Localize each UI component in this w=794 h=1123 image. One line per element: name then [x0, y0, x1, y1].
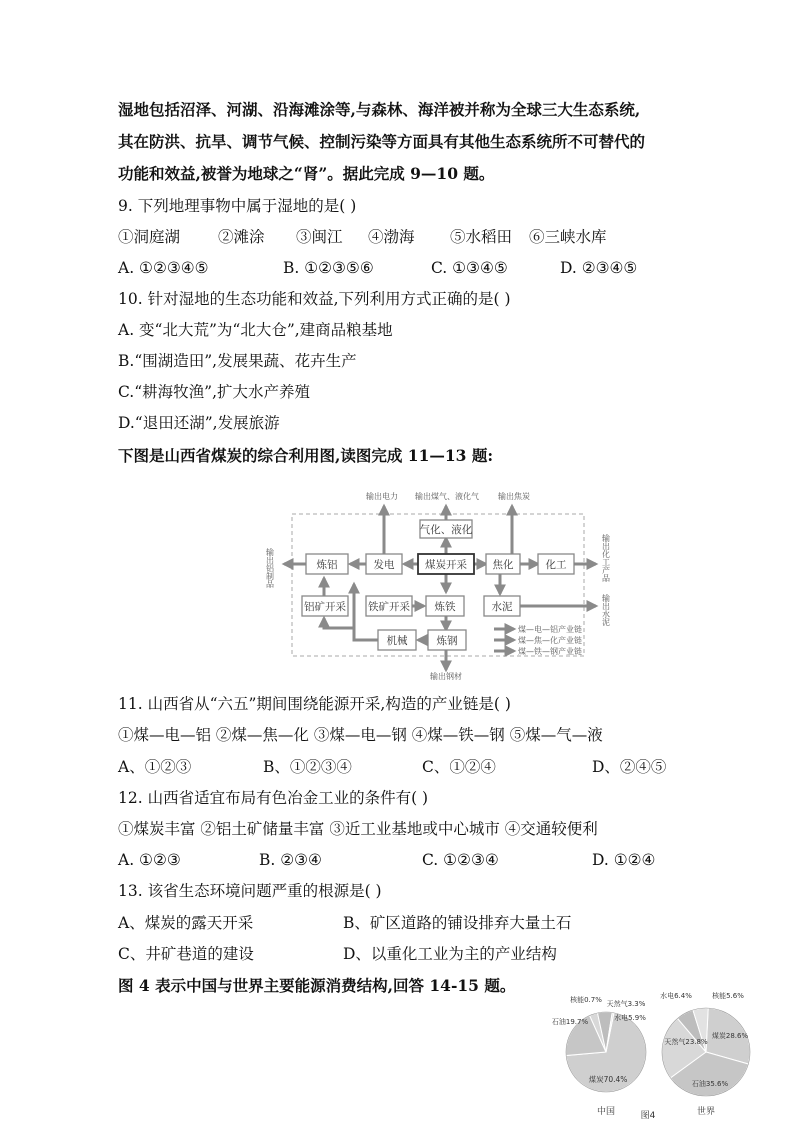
q11-stem: 11. 山西省从“六五”期间围绕能源开采,构造的产业链是( ): [118, 695, 511, 713]
q12-items: ①煤炭丰富 ②铝土矿储量丰富 ③近工业基地或中心城市 ④交通较便利: [118, 820, 598, 838]
section-3-heading: 图 4 表示中国与世界主要能源消费结构,回答 14-15 题。: [118, 976, 516, 995]
pie-label-核能: 核能0.7%: [570, 996, 602, 1004]
q13-option-d: D、以重化工业为主的产业结构: [343, 945, 557, 963]
q13-option-a: A、煤炭的露天开采: [118, 914, 254, 932]
svg-text:炼铁: 炼铁: [434, 601, 456, 613]
arrow-machine-back: [354, 628, 378, 640]
box-power: [366, 554, 402, 574]
svg-text:铁矿开采: 铁矿开采: [368, 601, 410, 613]
q9-item-2: ②滩涂: [218, 228, 265, 246]
pie-label-天然气: 天然气23.8%: [664, 1038, 708, 1046]
box-machine: [378, 630, 416, 650]
pie-label-水电: 水电6.4%: [660, 992, 692, 1000]
svg-text:气化、液化: 气化、液化: [419, 524, 473, 536]
box-ironmine: [366, 596, 412, 616]
q12-option-c: C. ①②③④: [422, 851, 499, 869]
arrow-machine-bauxite: [324, 618, 354, 628]
pie-china-title: 中国: [596, 1107, 616, 1117]
figure-caption: 图4: [640, 1111, 656, 1121]
q12-stem: 12. 山西省适宜布局有色冶金工业的条件有( ): [118, 789, 429, 807]
q13-option-b: B、矿区道路的铺设排弃大量土石: [343, 914, 572, 932]
legend-item-3: 煤—铁—钢产业链: [518, 647, 582, 656]
q9-stem: 9. 下列地理事物中属于湿地的是( ): [118, 197, 357, 215]
q13-option-c: C、井矿巷道的建设: [118, 945, 254, 963]
output-power-label: 输出电力: [366, 492, 398, 501]
pie-world-title: 世界: [696, 1107, 716, 1117]
q11-option-d: D、②④⑤: [592, 758, 667, 776]
q9-item-3: ③闽江: [296, 228, 343, 246]
output-chem-label: 输出化工产品: [601, 534, 611, 582]
pie-label-煤炭: 煤炭28.6%: [711, 1032, 749, 1040]
diagram-legend: [494, 624, 582, 656]
section-2-heading: 下图是山西省煤炭的综合利用图,读图完成 11—13 题:: [118, 446, 494, 465]
pie-label-天然气: 天然气3.3%: [606, 1000, 646, 1008]
q9-item-1: ①洞庭湖: [118, 228, 181, 246]
legend-item-2: 煤—焦—化产业链: [518, 636, 582, 645]
q12-option-d: D. ①②④: [592, 851, 656, 869]
coal-utilization-diagram: [262, 486, 622, 684]
q10-stem: 10. 针对湿地的生态功能和效益,下列利用方式正确的是( ): [118, 290, 511, 308]
q11-option-a: A、①②③: [118, 758, 192, 776]
q10-option-c: C.“耕海牧渔”,扩大水产养殖: [118, 383, 311, 401]
pie-label-煤炭: 煤炭70.4%: [588, 1075, 628, 1084]
q9-option-d: D. ②③④⑤: [560, 259, 638, 277]
svg-text:铝矿开采: 铝矿开采: [304, 601, 346, 613]
pie-label-石油: 石油19.7%: [551, 1018, 589, 1026]
q9-option-b: B. ①②③⑤⑥: [283, 259, 374, 277]
svg-text:炼钢: 炼钢: [436, 635, 458, 647]
box-iron: [426, 596, 464, 616]
box-steel: [428, 630, 466, 650]
q9-item-6: ⑥三峡水库: [529, 228, 607, 246]
q9-item-5: ⑤水稻田: [450, 228, 513, 246]
pie-label-石油: 石油35.6%: [691, 1080, 729, 1088]
box-chem: [538, 554, 574, 574]
output-steel-label: 输出钢材: [430, 672, 462, 681]
svg-text:水泥: 水泥: [491, 601, 513, 613]
q11-items: ①煤—电—铝 ②煤—焦—化 ③煤—电—钢 ④煤—铁—钢 ⑤煤—气—液: [118, 726, 603, 744]
box-gas: [420, 520, 473, 538]
energy-pie-charts: [551, 988, 760, 1121]
q11-option-b: B、①②③④: [263, 758, 352, 776]
box-cement: [484, 596, 520, 616]
q12-option-b: B. ②③④: [259, 851, 322, 869]
svg-text:煤炭开采: 煤炭开采: [425, 559, 467, 571]
q9-item-4: ④渤海: [368, 228, 415, 246]
svg-text:化工: 化工: [545, 559, 567, 571]
output-cement-label: 输出水泥: [601, 594, 611, 626]
box-bauxite: [302, 596, 348, 616]
intro-line-3: 功能和效益,被誉为地球之“肾”。据此完成 9—10 题。: [118, 164, 495, 183]
box-coke: [486, 554, 520, 574]
pie-label-水电: 水电5.9%: [614, 1014, 646, 1022]
output-gas-label: 输出煤气、液化气: [415, 492, 479, 501]
svg-text:机械: 机械: [386, 635, 408, 647]
q10-option-d: D.“退田还湖”,发展旅游: [118, 414, 280, 432]
q9-option-c: C. ①③④⑤: [431, 259, 508, 277]
q11-option-c: C、①②④: [422, 758, 496, 776]
output-aluminum-label: 输出铝制品: [265, 548, 275, 588]
pie-label-核能: 核能5.6%: [712, 992, 744, 1000]
q13-stem: 13. 该省生态环境问题严重的根源是( ): [118, 882, 382, 900]
q12-option-a: A. ①②③: [118, 851, 181, 869]
q10-option-a: A. 变“北大荒”为“北大仓”,建商品粮基地: [118, 321, 393, 339]
intro-line-1: 湿地包括沼泽、河湖、沿海滩涂等,与森林、海洋被并称为全球三大生态系统,: [118, 100, 641, 119]
box-alum: [306, 554, 348, 574]
svg-text:炼铝: 炼铝: [316, 559, 338, 571]
svg-text:发电: 发电: [373, 559, 395, 571]
legend-item-1: 煤—电—铝产业链: [518, 625, 582, 634]
q9-option-a: A. ①②③④⑤: [118, 259, 209, 277]
box-coal: [418, 554, 474, 574]
q10-option-b: B.“围湖造田”,发展果蔬、花卉生产: [118, 352, 357, 370]
svg-text:焦化: 焦化: [492, 559, 514, 571]
intro-line-2: 其在防洪、抗旱、调节气候、控制污染等方面具有其他生态系统所不可替代的: [118, 132, 646, 151]
output-coke-label: 输出焦炭: [498, 492, 530, 501]
